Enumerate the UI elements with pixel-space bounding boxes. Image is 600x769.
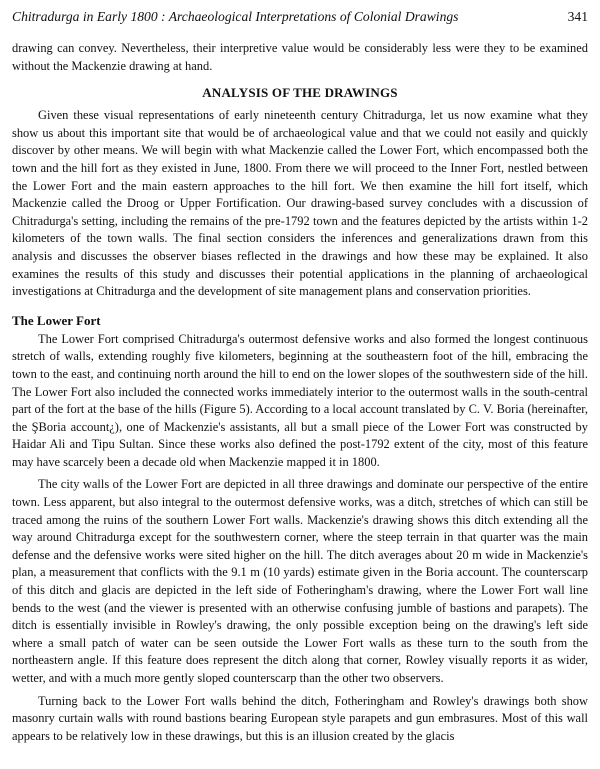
page: [12, 8, 588, 745]
body-paragraph-2: The city walls of the Lower Fort are depicted in all three drawings and dominate our perspective of the entire town. Less apparent, but also integral to the outermost defensive works, was a ditch, stretches of which can still be traced among the ruins of the southern Lower Fort walls. Mackenzie's drawing shows this ditch extending all the way around Chitradurga except for the southwestern corner, where the steep terrain in that quarter was the main defense and the defensive works were sited higher on the hill. The ditch averages about 20 m wide in Mackenzie's plan, a measurement that conflicts with the 9.1 m (10 yards) estimate given in the Boria account. The counterscarp of this ditch and glacis are depicted in the left side of Fotheringham's drawing, where the Lower Fort wall line bends to the west (and the viewer is presented with an otherwise confusing jumble of bastions and parapets). The ditch is essentially invisible in Rowley's drawing, the only possible exception being on the drawing's left side where a small patch of water can be seen outside the Lower Fort walls as these turn to the south from the northeastern angle. If this feature does represent the ditch along that corner, Rowley visually reports it as wider, wetter, and with a much more gently sloped counterscarp than the other two observers.: [12, 477, 588, 685]
section-heading: ANALYSIS OF THE DRAWINGS: [202, 85, 398, 101]
intro-continuation-paragraph: drawing can convey. Nevertheless, their interpretive value would be considerably less were they to be examined without the Mackenzie drawing at hand.: [12, 41, 588, 73]
page-number: 341: [567, 9, 588, 24]
section-intro-paragraph: Given these visual representations of early nineteenth century Chitradurga, let us now examine what they show us about this important site that would be of archaeological value and that we could not easily and quickly discover by other means. We will begin with what Mackenzie called the Lower Fort, which encompassed both the town and the hill fort as they existed in June, 1800. From there we will proceed to the Inner Fort, nestled between the Lower Fort and the main eastern approaches to the hill fort. We then examine the hill fort itself, which Mackenzie called the Droog or Upper Fortification. Our drawing-based survey concludes with a discussion of Chitradurga's setting, including the remains of the pre-1792 town and the features depicted by the artists within 1-2 kilometers of the town walls. The final section considers the inferences and generalizations drawn from this analysis and discusses the observer biases reflected in the drawings and how these may be explained. It also examines the results of this study and discusses their potential applications in the planning of archaeological investigations at Chitradurga and the development of site management plans and conservation priorities.: [12, 108, 588, 299]
body-paragraph-1: The Lower Fort comprised Chitradurga's outermost defensive works and also formed the longest continuous stretch of walls, extending roughly five kilometers, beginning at the southeastern foot of the hill, embracing the town to the east, and continuing north around the hill to end on the lower slopes of the southwestern side of the hill. The Lower Fort also included the connected works immediately interior to the outermost walls in the south-central part of the fort at the base of the hills (Figure 5). According to a local account translated by C. V. Boria (hereinafter, the ŞBoria account¿), one of Mackenzie's assistants, all but a small piece of the Lower Fort was constructed by Haidar Ali and Tipu Sultan. Since these works also defined the post-1792 extent of the city, most of this feature may have scarcely been a decade old when Mackenzie mapped it in 1800.: [12, 331, 588, 469]
body-paragraph-3: Turning back to the Lower Fort walls behind the ditch, Fotheringham and Rowley's drawings both show masonry curtain walls with round bastions bearing European style parapets and gun embrasures. Most of this wall appears to be relatively low in these drawings, but this is an illusion created by the glacis: [12, 693, 588, 743]
running-title: Chitradurga in Early 1800 : Archaeological Interpretations of Colonial Drawings: [12, 9, 459, 24]
subsection-heading: The Lower Fort: [12, 312, 101, 328]
running-head: [12, 8, 588, 26]
